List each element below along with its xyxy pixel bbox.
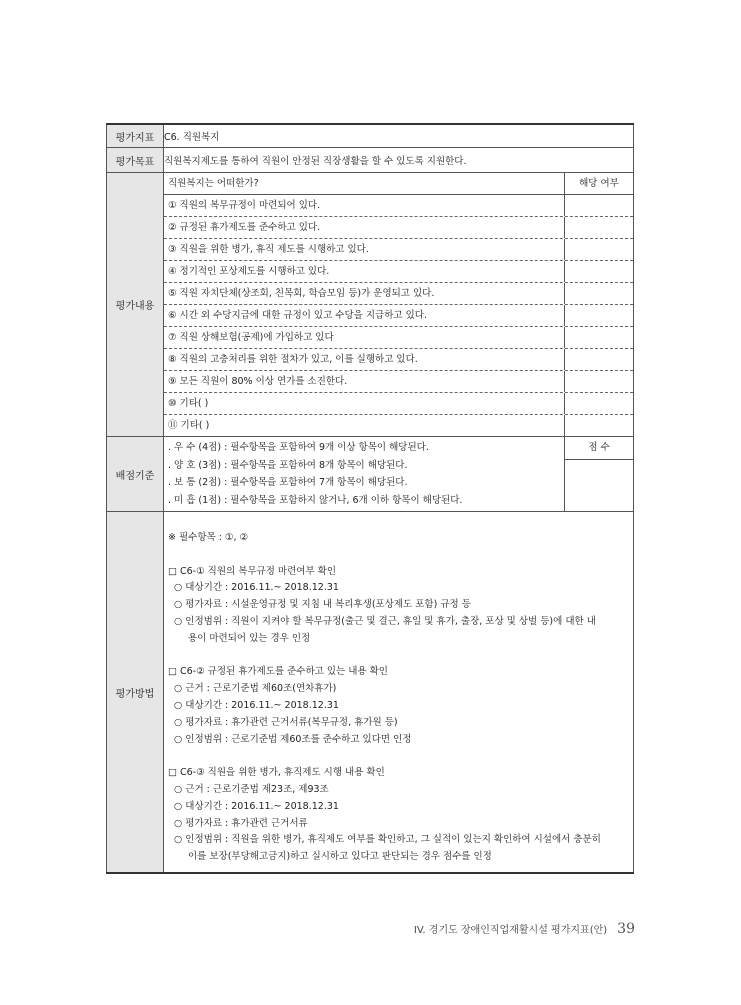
section-1-materials: ○ 평가자료 : 시설운영규정 및 지침 내 복리후생(포상제도 포함) 규정 등 (174, 599, 471, 611)
content-question: 직원복지는 어떠한가? (168, 178, 259, 189)
applicable-checkbox[interactable] (564, 349, 633, 370)
applicable-checkbox[interactable] (564, 327, 633, 348)
applicable-checkbox[interactable] (564, 239, 633, 260)
applicable-checkbox[interactable] (564, 415, 633, 436)
criteria-row (164, 371, 633, 393)
criteria-text: ⑩ 기타( ) (168, 398, 209, 409)
criteria-row (164, 327, 633, 349)
criteria-row (164, 217, 633, 239)
score-criterion: . 미 흡 (1점) : 필수항목을 포함하지 않거나, 6개 이하 항목이 해당된다. (168, 494, 463, 506)
section-2-scope: ○ 인정범위 : 근로기준법 제60조를 준수하고 있다면 인정 (174, 733, 412, 745)
goal-value: 직원복지제도를 통하여 직원이 안정된 직장생활을 할 수 있도록 지원한다. (164, 148, 634, 173)
applicable-checkbox[interactable] (564, 261, 633, 282)
footer-title: IV. 경기도 장애인직업재활시설 평가지표(안) (413, 925, 608, 936)
score-criteria (164, 437, 564, 511)
score-criterion: . 보 통 (2점) : 필수항목을 포함하여 7개 항목이 해당된다. (168, 477, 408, 488)
criteria-text: ⑨ 모든 직원이 80% 이상 연가를 소진한다. (168, 376, 348, 387)
criteria-text: ⑧ 직원의 고충처리를 위한 절차가 있고, 이를 실행하고 있다. (168, 354, 418, 365)
section-2-title: □ C6-② 규정된 휴가제도를 준수하고 있는 내용 확인 (168, 666, 388, 678)
page-footer (414, 921, 635, 937)
criteria-row (164, 195, 633, 217)
section-2-materials: ○ 평가자료 : 휴가관련 근거서류(복무규정, 휴가원 등) (174, 716, 398, 728)
applicable-checkbox[interactable] (564, 217, 633, 238)
section-1-scope-cont: 용이 마련되어 있는 경우 인정 (188, 632, 311, 644)
criteria-row (164, 415, 633, 436)
criteria-row (164, 349, 633, 371)
section-1-title: □ C6-① 직원의 복무규정 마련여부 확인 (168, 565, 336, 577)
page-number: 39 (617, 921, 635, 937)
criteria-text: ④ 정기적인 포상제도를 시행하고 있다. (168, 266, 330, 277)
score-criterion: . 양 호 (3점) : 필수항목을 포함하여 8개 항목이 해당된다. (168, 459, 408, 471)
applicable-checkbox[interactable] (564, 283, 633, 304)
score-label: 배점기준 (107, 437, 164, 512)
criteria-text: ① 직원의 복무규정이 마련되어 있다. (168, 200, 321, 211)
section-2-period: ○ 대상기간 : 2016.11.~ 2018.12.31 (174, 699, 339, 711)
criteria-row (164, 239, 633, 261)
required-items: ※ 필수항목 : ①, ② (168, 532, 249, 543)
applicable-checkbox[interactable] (564, 305, 633, 326)
content-cell (164, 173, 634, 437)
method-label: 평가방법 (107, 512, 164, 874)
content-header-row (164, 173, 633, 195)
criteria-text: ⑦ 직원 상해보험(공제)에 가입하고 있다 (168, 332, 334, 343)
score-cell (164, 437, 634, 512)
score-criterion: . 우 수 (4점) : 필수항목을 포함하여 9개 이상 항목이 해당된다. (168, 442, 429, 453)
criteria-list (164, 195, 633, 436)
applicable-checkbox[interactable] (564, 195, 633, 216)
applicable-checkbox[interactable] (564, 371, 633, 392)
indicator-label: 평가지표 (107, 124, 164, 148)
applicable-checkbox[interactable] (564, 393, 633, 414)
criteria-row (164, 393, 633, 415)
section-3-basis: ○ 근거 : 근로기준법 제23조, 제93조 (174, 783, 329, 795)
criteria-row (164, 261, 633, 283)
criteria-text: ② 규정된 휴가제도를 준수하고 있다. (168, 222, 321, 233)
section-3-title: □ C6-③ 직원을 위한 병가, 휴직제도 시행 내용 확인 (168, 767, 385, 779)
section-1-scope: ○ 인정범위 : 직원이 지켜야 할 복무규정(출근 및 결근, 휴일 및 휴가, 출장, 포상 및 상벌 등)에 대한 내 (174, 615, 596, 627)
score-column (564, 437, 633, 511)
section-3-scope: ○ 인정범위 : 직원을 위한 병가, 휴직제도 여부를 확인하고, 그 실적이 있는지 확인하여 시설에서 충분히 (174, 834, 601, 846)
score-input[interactable] (565, 460, 633, 511)
method-cell (164, 512, 634, 874)
criteria-text: ⑤ 직원 자치단체(상조회, 친목회, 학습모임 등)가 운영되고 있다. (168, 288, 435, 299)
applicable-header: 해당 여부 (564, 173, 633, 194)
criteria-text: ⑥ 시간 외 수당지급에 대한 규정이 있고 수당을 지급하고 있다. (168, 310, 427, 321)
section-3-materials: ○ 평가자료 : 휴가관련 근거서류 (174, 817, 308, 829)
criteria-text: ⑪ 기타( ) (168, 420, 210, 431)
criteria-row (164, 283, 633, 305)
criteria-row (164, 305, 633, 327)
indicator-value: C6. 직원복지 (164, 124, 634, 148)
section-3-period: ○ 대상기간 : 2016.11.~ 2018.12.31 (174, 800, 339, 812)
criteria-text: ③ 직원을 위한 병가, 휴직 제도를 시행하고 있다. (168, 244, 369, 255)
evaluation-table (106, 123, 634, 874)
goal-label: 평가목표 (107, 148, 164, 173)
content-label: 평가내용 (107, 173, 164, 437)
method-content (164, 512, 633, 872)
section-1-period: ○ 대상기간 : 2016.11.~ 2018.12.31 (174, 582, 339, 594)
score-header: 점 수 (565, 437, 633, 460)
section-2-basis: ○ 근거 : 근로기준법 제60조(연차휴가) (174, 683, 337, 695)
section-3-scope-cont: 이를 보장(부당해고금지)하고 실시하고 있다고 판단되는 경우 점수를 인정 (188, 851, 492, 863)
